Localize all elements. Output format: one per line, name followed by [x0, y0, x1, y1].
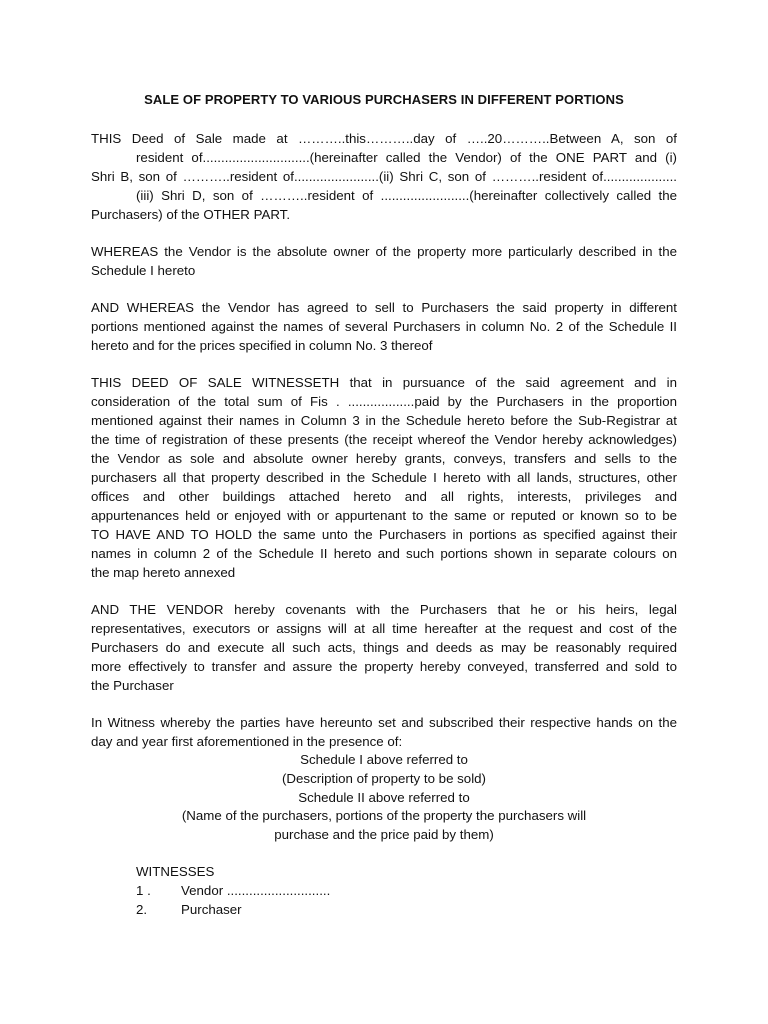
witnesseth-line: the map hereto annexed: [91, 565, 236, 580]
covenant-line: more effectively to transfer and assure the property hereby conveyed, transferred and sold to: [91, 659, 677, 674]
witnesseth-line: consideration of the total sum of Fis . ..................paid by the Purchasers in the proportion: [91, 394, 677, 409]
covenant-line: the Purchaser: [91, 678, 174, 693]
schedule-line: purchase and the price paid by them): [274, 827, 494, 842]
witness-number: 1 .: [136, 883, 151, 898]
whereas-line: Schedule I hereto: [91, 263, 196, 278]
witnesseth-line: names in column 2 of the Schedule II hereto and such portions shown in separate colours on: [91, 546, 677, 561]
witnesseth-line: THIS DEED OF SALE WITNESSETH that in pursuance of the said agreement and in: [91, 375, 677, 390]
witnesses-heading: WITNESSES: [136, 864, 215, 879]
deed-intro-line: (iii) Shri D, son of ………..resident of ........................(hereinafter collectively called the: [136, 188, 677, 203]
in-witness-line: day and year first aforementioned in the presence of:: [91, 734, 403, 749]
schedule-line: (Name of the purchasers, portions of the property the purchasers will: [181, 808, 587, 823]
deed-intro-line: resident of.............................(hereinafter called the Vendor) of the ONE PART and (i): [136, 150, 677, 165]
deed-intro-line: THIS Deed of Sale made at ………..this………..day of …..20………..Between A, son of: [91, 131, 677, 146]
covenant-line: AND THE VENDOR hereby covenants with the Purchasers that he or his heirs, legal: [91, 602, 677, 617]
witnesseth-line: appurtenances held or enjoyed with or appurtenant to the same or reputed or known so to be: [91, 508, 677, 523]
and-whereas-line: AND WHEREAS the Vendor has agreed to sell to Purchasers the said property in different: [91, 300, 677, 315]
schedule-line: Schedule I above referred to: [300, 752, 468, 767]
document-title: SALE OF PROPERTY TO VARIOUS PURCHASERS IN DIFFERENT PORTIONS: [144, 92, 624, 107]
covenant-line: Purchasers do and execute all such acts, things and deeds as may be reasonably required: [91, 640, 677, 655]
deed-intro-line: Shri B, son of ………..resident of.......................(ii) Shri C, son of ………..resident of....................: [91, 169, 677, 184]
witness-label: Purchaser: [181, 902, 242, 917]
witnesseth-line: the Vendor as sole and absolute owner hereby grants, conveys, transfers and sells to the: [91, 451, 677, 466]
and-whereas-line: portions mentioned against the names of several Purchasers in column No. 2 of the Schedule II: [91, 319, 677, 334]
whereas-line: WHEREAS the Vendor is the absolute owner of the property more particularly described in the: [91, 244, 677, 259]
witness-number: 2.: [136, 902, 148, 917]
and-whereas-line: hereto and for the prices specified in column No. 3 thereof: [91, 338, 433, 353]
in-witness-line: In Witness whereby the parties have hereunto set and subscribed their respective hands on the: [91, 715, 677, 730]
covenant-line: representatives, executors or assigns will at all time hereafter at the request and cost of the: [91, 621, 677, 636]
schedule-line: (Description of property to be sold): [282, 771, 486, 786]
witnesseth-line: purchasers all that property described in the Schedule I hereto with all lands, structures, other: [91, 470, 677, 485]
witnesseth-line: the time of registration of these presents (the receipt whereof the Vendor hereby acknowledges): [91, 432, 677, 447]
witness-label: Vendor ............................: [181, 883, 331, 898]
witnesseth-line: offices and other buildings attached hereto and all rights, interests, privileges and: [91, 489, 677, 504]
deed-intro-line: Purchasers) of the OTHER PART.: [91, 207, 291, 222]
witnesseth-line: TO HAVE AND TO HOLD the same unto the Purchasers in portions as specified against their: [91, 527, 677, 542]
witnesseth-line: mentioned against their names in Column 3 in the Schedule hereto before the Sub-Registrar at: [91, 413, 677, 428]
schedule-line: Schedule II above referred to: [298, 790, 470, 805]
